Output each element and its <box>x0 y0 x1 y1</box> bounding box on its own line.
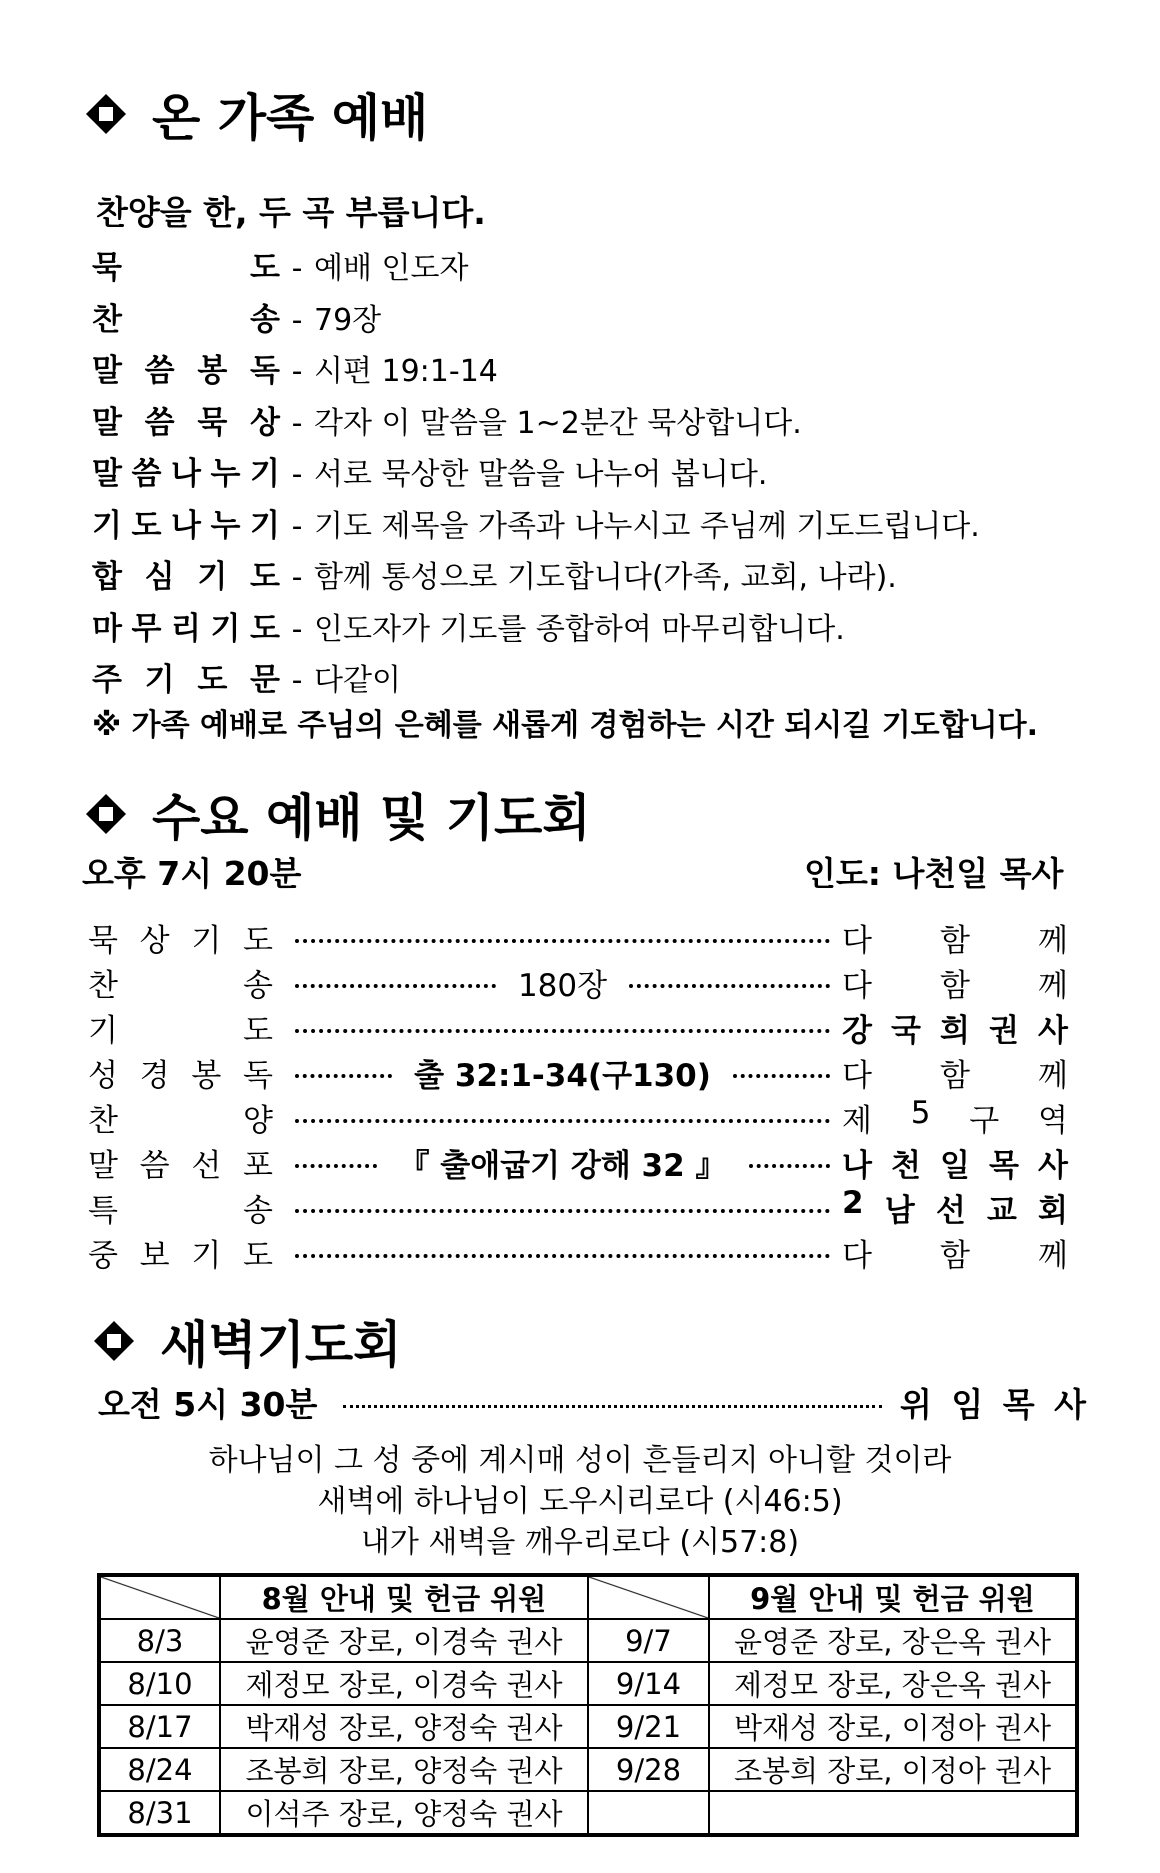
august-header: 8월 안내 및 헌금 위원 <box>220 1575 588 1619</box>
order-label <box>92 603 280 648</box>
order-text: 서로 묵상한 말씀을 나누어 봅니다. <box>314 457 768 492</box>
leader-char: 희 <box>940 1012 970 1049</box>
service-label <box>88 915 273 960</box>
dot-leader <box>295 1119 830 1123</box>
label-char: 찬 <box>92 301 122 338</box>
section-title-text: 수요 예배 및 기도회 <box>152 789 591 847</box>
label-char: 기 <box>250 507 280 544</box>
order-row <box>92 242 468 287</box>
leader-char: 위 <box>900 1384 932 1424</box>
label-char: 말 <box>92 404 122 441</box>
dash: - <box>291 508 303 544</box>
dawn-prayer-row <box>98 1380 1086 1424</box>
table-row <box>99 1705 1077 1748</box>
label-char: 송 <box>243 1192 273 1229</box>
leader-char: 천 <box>891 1147 921 1184</box>
service-detail <box>295 1115 830 1119</box>
order-text: 다같이 <box>314 663 401 698</box>
order-text: 함께 통성으로 기도합니다(가족, 교회, 나라). <box>314 560 897 595</box>
leader-char: 함 <box>940 1237 970 1274</box>
dawn-prayer-time: 오전 5시 30분 <box>98 1384 318 1424</box>
service-label <box>88 1230 273 1275</box>
order-row <box>92 345 498 390</box>
label-char: 기 <box>92 507 122 544</box>
leader-char: 역 <box>1038 1102 1068 1139</box>
verse-line: 하나님이 그 성 중에 계시매 성이 흔들리지 아니할 것이라 <box>208 1443 952 1478</box>
order-text: 기도 제목을 가족과 나누시고 주님께 기도드립니다. <box>314 508 980 544</box>
order-row <box>92 294 381 339</box>
leader-char: 사 <box>1038 1012 1068 1049</box>
verse-line: 내가 새벽을 깨우리로다 (시57:8) <box>360 1525 800 1560</box>
label-char: 기 <box>197 559 228 595</box>
intro-text: 찬양을 한, 두 곡 부릅니다. <box>96 193 486 232</box>
names-cell: 이석주 장로, 양정숙 권사 <box>220 1791 588 1835</box>
leader-char: 구 <box>969 1102 1000 1139</box>
date-cell: 8/31 <box>99 1791 220 1835</box>
order-label <box>92 242 280 287</box>
dash: - <box>291 560 303 595</box>
dot-leader <box>295 939 830 943</box>
dot-leader <box>295 1254 830 1258</box>
table-row <box>99 1619 1077 1662</box>
leader-char: 남 <box>884 1192 915 1229</box>
label-char: 도 <box>250 559 280 595</box>
label-char: 찬 <box>88 967 118 1004</box>
label-char: 봉 <box>191 1057 222 1094</box>
service-leader <box>842 960 1068 1005</box>
dot-leader <box>733 1074 830 1078</box>
dash: - <box>291 457 303 492</box>
label-char: 기 <box>191 1237 222 1274</box>
names-cell: 윤영준 장로, 이경숙 권사 <box>220 1619 588 1662</box>
leader-char: 함 <box>940 1057 970 1094</box>
label-char: 찬 <box>88 1102 118 1139</box>
names-cell: 조봉희 장로, 이정아 권사 <box>709 1748 1077 1791</box>
section-title-wednesday-service <box>84 778 591 850</box>
service-detail-text: 180장 <box>517 967 608 1004</box>
label-char: 씀 <box>131 456 162 492</box>
label-char: 경 <box>139 1057 170 1094</box>
label-char: 씀 <box>144 353 175 389</box>
leader-char: 목 <box>1002 1384 1035 1424</box>
service-detail <box>295 1025 830 1029</box>
label-char: 기 <box>191 922 222 959</box>
service-row <box>88 917 1068 957</box>
service-label <box>88 1005 273 1050</box>
label-char: 기 <box>250 456 280 492</box>
names-cell: 제정모 장로, 이경숙 권사 <box>220 1662 588 1705</box>
leader-char: 선 <box>935 1192 966 1229</box>
order-row <box>92 603 845 648</box>
label-char: 합 <box>92 559 122 595</box>
wednesday-leader: 인도: 나천일 목사 <box>804 854 1064 893</box>
label-char: 말 <box>92 456 122 492</box>
label-char: 선 <box>191 1147 222 1184</box>
leader-char: 권 <box>989 1012 1019 1049</box>
service-detail-text: 『 출애굽기 강해 32 』 <box>398 1147 727 1184</box>
label-char: 성 <box>88 1057 118 1094</box>
table-row <box>99 1662 1077 1705</box>
leader-char: 다 <box>842 922 872 959</box>
leader-char: 다 <box>842 1237 872 1274</box>
dot-leader <box>295 1209 830 1213</box>
label-char: 도 <box>243 1012 273 1049</box>
label-char: 도 <box>250 250 280 286</box>
label-char: 도 <box>243 922 273 959</box>
names-cell: 윤영준 장로, 장은옥 권사 <box>709 1619 1077 1662</box>
date-cell: 9/7 <box>588 1619 709 1662</box>
dot-leader <box>629 984 830 988</box>
leader-char: 다 <box>842 967 872 1004</box>
order-row <box>92 397 802 442</box>
dot-leader <box>295 1029 830 1033</box>
leader-char: 께 <box>1038 967 1068 1004</box>
label-char: 누 <box>210 507 241 544</box>
label-char: 무 <box>131 610 162 647</box>
wednesday-time: 오후 7시 20분 <box>82 854 302 893</box>
leader-char: 께 <box>1038 1237 1068 1274</box>
label-char: 나 <box>171 456 201 492</box>
label-char: 양 <box>243 1102 273 1139</box>
diamond-bullet-icon <box>84 792 128 836</box>
service-detail <box>295 1205 830 1209</box>
order-label <box>92 448 280 493</box>
date-cell: 9/28 <box>588 1748 709 1791</box>
order-label <box>92 500 280 545</box>
service-leader <box>842 915 1068 960</box>
leader-char: 제 <box>842 1102 872 1139</box>
leader-char: 교 <box>986 1192 1017 1229</box>
leader-char: 강 <box>842 1012 872 1049</box>
order-label <box>92 294 280 339</box>
label-char: 독 <box>243 1057 273 1094</box>
date-cell: 9/21 <box>588 1705 709 1748</box>
service-leader <box>842 1140 1068 1185</box>
service-row <box>88 1184 1068 1229</box>
label-char: 송 <box>243 967 273 1004</box>
service-detail <box>295 1250 830 1254</box>
label-char: 보 <box>139 1237 170 1274</box>
label-char: 씀 <box>144 404 175 441</box>
service-row <box>88 962 1068 1002</box>
order-label <box>92 397 280 442</box>
label-char: 리 <box>171 610 201 647</box>
order-label <box>92 551 280 596</box>
dot-leader <box>749 1164 831 1168</box>
section-title-dawn-prayer <box>92 1305 402 1377</box>
order-text: 각자 이 말씀을 1~2분간 묵상합니다. <box>314 405 802 441</box>
names-cell: 박재성 장로, 이정아 권사 <box>709 1705 1077 1748</box>
label-char: 특 <box>88 1192 118 1229</box>
label-char: 마 <box>92 610 122 647</box>
date-cell: 8/17 <box>99 1705 220 1748</box>
service-row <box>88 1052 1068 1092</box>
service-row <box>88 1232 1068 1272</box>
leader-char: 함 <box>940 922 970 959</box>
dawn-prayer-leader <box>900 1379 1086 1426</box>
september-header: 9월 안내 및 헌금 위원 <box>709 1575 1077 1619</box>
service-label <box>88 1140 273 1185</box>
label-char: 기 <box>144 662 175 698</box>
dash: - <box>291 663 303 698</box>
label-char: 기 <box>88 1012 118 1049</box>
service-row <box>88 1142 1068 1182</box>
label-char: 독 <box>250 353 280 389</box>
diagonal-header-cell <box>99 1575 220 1619</box>
names-cell: 제정모 장로, 장은옥 권사 <box>709 1662 1077 1705</box>
label-char: 도 <box>197 662 228 698</box>
section-title-text: 새벽기도회 <box>160 1316 402 1374</box>
label-char: 기 <box>210 610 241 647</box>
label-char: 상 <box>139 922 170 959</box>
leader-char: 다 <box>842 1057 872 1094</box>
leader-char: 께 <box>1038 1057 1068 1094</box>
section-title-text: 온 가족 예배 <box>152 89 429 147</box>
service-leader <box>842 1095 1068 1140</box>
label-char: 씀 <box>139 1147 170 1184</box>
label-char: 말 <box>92 353 122 389</box>
order-row <box>92 654 401 699</box>
names-cell: 조봉희 장로, 양정숙 권사 <box>220 1748 588 1791</box>
service-row <box>88 1007 1068 1047</box>
dash: - <box>291 302 303 338</box>
verse-line: 새벽에 하나님이 도우시리로다 (시46:5) <box>317 1484 843 1519</box>
label-char: 말 <box>88 1147 118 1184</box>
service-label <box>88 1095 273 1140</box>
dot-leader <box>343 1405 882 1408</box>
service-detail <box>295 935 830 939</box>
order-row <box>92 500 980 545</box>
label-char: 누 <box>210 456 241 492</box>
label-char: 문 <box>250 662 280 698</box>
date-cell: 9/14 <box>588 1662 709 1705</box>
service-leader <box>842 1185 1068 1230</box>
order-text: 79장 <box>314 302 382 338</box>
label-char: 묵 <box>92 250 122 286</box>
table-row <box>99 1748 1077 1791</box>
service-row <box>88 1094 1068 1139</box>
leader-char: 사 <box>1038 1147 1068 1184</box>
order-row <box>92 551 897 596</box>
diamond-bullet-icon <box>84 92 128 136</box>
usher-offering-table <box>97 1573 1079 1837</box>
label-char: 중 <box>88 1237 118 1274</box>
diagonal-header-cell <box>588 1575 709 1619</box>
dash: - <box>291 251 303 286</box>
leader-char: 국 <box>891 1012 921 1049</box>
label-char: 상 <box>250 404 280 441</box>
service-detail <box>295 960 830 1005</box>
label-char: 송 <box>250 301 280 338</box>
dash: - <box>291 611 303 647</box>
label-char: 도 <box>250 610 280 647</box>
label-char: 심 <box>144 559 175 595</box>
date-cell <box>588 1791 709 1835</box>
dash: - <box>291 405 303 441</box>
leader-char: 임 <box>951 1384 984 1424</box>
label-char: 도 <box>131 507 162 544</box>
leader-char: 함 <box>940 967 970 1004</box>
table-header-row <box>99 1575 1077 1619</box>
dash: - <box>291 354 303 389</box>
service-detail <box>295 1140 830 1185</box>
service-label <box>88 960 273 1005</box>
order-label <box>92 654 280 699</box>
names-cell: 박재성 장로, 양정숙 권사 <box>220 1705 588 1748</box>
label-char: 주 <box>92 662 122 698</box>
leader-char: 회 <box>1038 1192 1068 1229</box>
label-char: 도 <box>243 1237 273 1274</box>
order-text: 인도자가 기도를 종합하여 마무리합니다. <box>314 611 845 647</box>
date-cell: 8/10 <box>99 1662 220 1705</box>
names-cell <box>709 1791 1077 1835</box>
service-detail <box>295 1050 830 1095</box>
date-cell: 8/3 <box>99 1619 220 1662</box>
dot-leader <box>295 984 496 988</box>
leader-char: 께 <box>1038 922 1068 959</box>
service-label <box>88 1185 273 1230</box>
leader-char: 사 <box>1054 1384 1086 1424</box>
prayer-note: ※ 가족 예배로 주님의 은혜를 새롭게 경험하는 시간 되시길 기도합니다. <box>92 708 1038 743</box>
date-cell: 8/24 <box>99 1748 220 1791</box>
leader-char: 일 <box>940 1147 970 1184</box>
label-char: 포 <box>243 1147 273 1184</box>
service-label <box>88 1050 273 1095</box>
leader-char: 나 <box>842 1147 872 1184</box>
leader-char: 목 <box>989 1147 1019 1184</box>
service-leader <box>842 1050 1068 1095</box>
order-label <box>92 345 280 390</box>
service-detail-text: 출 32:1-34(구130) <box>414 1057 711 1094</box>
dot-leader <box>295 1164 377 1168</box>
label-char: 묵 <box>88 922 118 959</box>
service-leader <box>842 1005 1068 1050</box>
dot-leader <box>295 1074 392 1078</box>
service-leader <box>842 1230 1068 1275</box>
label-char: 나 <box>171 507 201 544</box>
leader-char: 5 <box>910 1094 931 1131</box>
order-text: 예배 인도자 <box>314 251 469 286</box>
label-char: 묵 <box>197 404 228 441</box>
order-row <box>92 448 767 493</box>
leader-char: 2 <box>842 1184 864 1221</box>
table-row <box>99 1791 1077 1835</box>
diamond-bullet-icon <box>92 1319 136 1363</box>
order-text: 시편 19:1-14 <box>314 354 498 389</box>
section-title-family-worship <box>84 78 428 150</box>
label-char: 봉 <box>197 353 228 389</box>
